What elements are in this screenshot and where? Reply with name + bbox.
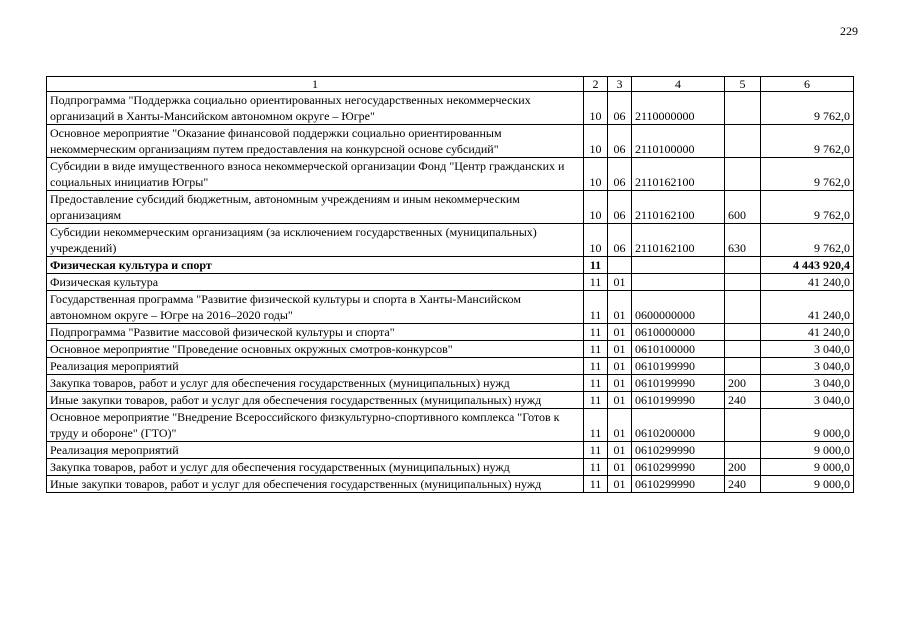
row-name-cell: Подпрограмма "Поддержка социально ориентированных негосударственных некоммерческих организаций в Ханты-Мансийском автономном округе – Югре" xyxy=(47,92,584,125)
row-target-article-cell: 0610100000 xyxy=(632,341,725,358)
row-expense-type-cell xyxy=(725,257,761,274)
row-expense-type-cell xyxy=(725,92,761,125)
table-row xyxy=(47,459,854,476)
row-expense-type-cell: 630 xyxy=(725,224,761,257)
header-col-3: 3 xyxy=(608,77,632,92)
table-row xyxy=(47,224,854,257)
row-target-article-cell: 0610200000 xyxy=(632,409,725,442)
row-subsection-cell: 01 xyxy=(608,291,632,324)
table-row xyxy=(47,375,854,392)
row-subsection-cell: 01 xyxy=(608,274,632,291)
row-target-article-cell xyxy=(632,274,725,291)
row-subsection-cell: 01 xyxy=(608,341,632,358)
row-subsection-cell: 01 xyxy=(608,409,632,442)
row-subsection-cell: 06 xyxy=(608,191,632,224)
row-target-article-cell: 0610199990 xyxy=(632,392,725,409)
row-target-article-cell xyxy=(632,257,725,274)
row-expense-type-cell xyxy=(725,358,761,375)
row-section-cell: 10 xyxy=(584,158,608,191)
row-amount-cell: 9 000,0 xyxy=(761,476,854,493)
row-subsection-cell: 06 xyxy=(608,92,632,125)
row-subsection-cell: 01 xyxy=(608,476,632,493)
header-col-6: 6 xyxy=(761,77,854,92)
row-expense-type-cell: 200 xyxy=(725,459,761,476)
row-subsection-cell: 01 xyxy=(608,324,632,341)
row-name-cell: Иные закупки товаров, работ и услуг для обеспечения государственных (муниципальных) нужд xyxy=(47,476,584,493)
row-amount-cell: 9 762,0 xyxy=(761,92,854,125)
row-amount-cell: 9 000,0 xyxy=(761,409,854,442)
row-subsection-cell: 06 xyxy=(608,158,632,191)
table-row xyxy=(47,125,854,158)
row-name-cell: Подпрограмма "Развитие массовой физической культуры и спорта" xyxy=(47,324,584,341)
row-section-cell: 11 xyxy=(584,257,608,274)
row-target-article-cell: 0610299990 xyxy=(632,442,725,459)
row-target-article-cell: 2110162100 xyxy=(632,158,725,191)
row-section-cell: 11 xyxy=(584,409,608,442)
table-row xyxy=(47,392,854,409)
row-expense-type-cell: 240 xyxy=(725,476,761,493)
row-target-article-cell: 0600000000 xyxy=(632,291,725,324)
row-subsection-cell: 06 xyxy=(608,125,632,158)
row-amount-cell: 3 040,0 xyxy=(761,358,854,375)
row-target-article-cell: 2110162100 xyxy=(632,191,725,224)
header-col-5: 5 xyxy=(725,77,761,92)
row-amount-cell: 9 762,0 xyxy=(761,158,854,191)
row-subsection-cell xyxy=(608,257,632,274)
row-expense-type-cell: 200 xyxy=(725,375,761,392)
row-section-cell: 11 xyxy=(584,476,608,493)
row-expense-type-cell xyxy=(725,291,761,324)
row-name-cell: Предоставление субсидий бюджетным, автономным учреждениям и иным некоммерческим организациям xyxy=(47,191,584,224)
row-section-cell: 10 xyxy=(584,224,608,257)
row-name-cell: Реализация мероприятий xyxy=(47,442,584,459)
header-col-4: 4 xyxy=(632,77,725,92)
row-expense-type-cell xyxy=(725,409,761,442)
row-target-article-cell: 2110100000 xyxy=(632,125,725,158)
row-name-cell: Физическая культура xyxy=(47,274,584,291)
row-expense-type-cell xyxy=(725,442,761,459)
row-name-cell: Государственная программа "Развитие физической культуры и спорта в Ханты-Мансийском автономном округе – Югре на 2016–2020 годы" xyxy=(47,291,584,324)
row-target-article-cell: 2110000000 xyxy=(632,92,725,125)
row-target-article-cell: 0610199990 xyxy=(632,358,725,375)
row-section-cell: 11 xyxy=(584,291,608,324)
row-amount-cell: 3 040,0 xyxy=(761,375,854,392)
row-section-cell: 10 xyxy=(584,92,608,125)
row-expense-type-cell xyxy=(725,158,761,191)
table-row xyxy=(47,442,854,459)
row-section-cell: 11 xyxy=(584,392,608,409)
row-amount-cell: 41 240,0 xyxy=(761,274,854,291)
row-name-cell: Основное мероприятие "Внедрение Всероссийского физкультурно-спортивного комплекса "Готов к труду и обороне" (ГТО)" xyxy=(47,409,584,442)
row-subsection-cell: 01 xyxy=(608,442,632,459)
table-body xyxy=(47,92,854,493)
table-row xyxy=(47,274,854,291)
budget-table xyxy=(46,76,854,493)
row-expense-type-cell xyxy=(725,341,761,358)
row-target-article-cell: 0610299990 xyxy=(632,476,725,493)
row-amount-cell: 9 762,0 xyxy=(761,191,854,224)
row-amount-cell: 3 040,0 xyxy=(761,392,854,409)
row-target-article-cell: 0610299990 xyxy=(632,459,725,476)
row-name-cell: Субсидии некоммерческим организациям (за исключением государственных (муниципальных) учреждений) xyxy=(47,224,584,257)
row-section-cell: 11 xyxy=(584,274,608,291)
row-subsection-cell: 06 xyxy=(608,224,632,257)
row-subsection-cell: 01 xyxy=(608,375,632,392)
row-amount-cell: 9 762,0 xyxy=(761,224,854,257)
row-name-cell: Закупка товаров, работ и услуг для обеспечения государственных (муниципальных) нужд xyxy=(47,459,584,476)
table-row xyxy=(47,291,854,324)
table-row xyxy=(47,191,854,224)
header-col-1: 1 xyxy=(47,77,584,92)
row-name-cell: Основное мероприятие "Проведение основных окружных смотров-конкурсов" xyxy=(47,341,584,358)
row-amount-cell: 41 240,0 xyxy=(761,324,854,341)
row-subsection-cell: 01 xyxy=(608,392,632,409)
row-name-cell: Физическая культура и спорт xyxy=(47,257,584,274)
row-name-cell: Закупка товаров, работ и услуг для обеспечения государственных (муниципальных) нужд xyxy=(47,375,584,392)
table-header xyxy=(47,77,854,92)
row-section-cell: 11 xyxy=(584,324,608,341)
row-subsection-cell: 01 xyxy=(608,358,632,375)
row-name-cell: Реализация мероприятий xyxy=(47,358,584,375)
row-amount-cell: 4 443 920,4 xyxy=(761,257,854,274)
row-amount-cell: 9 000,0 xyxy=(761,459,854,476)
row-name-cell: Субсидии в виде имущественного взноса некоммерческой организации Фонд "Центр гражданских и социальных инициатив Югры" xyxy=(47,158,584,191)
page-number: 229 xyxy=(840,24,858,38)
table-row xyxy=(47,409,854,442)
row-amount-cell: 9 000,0 xyxy=(761,442,854,459)
row-section-cell: 10 xyxy=(584,125,608,158)
header-col-2: 2 xyxy=(584,77,608,92)
table-row xyxy=(47,158,854,191)
table-row xyxy=(47,324,854,341)
table-row xyxy=(47,476,854,493)
row-expense-type-cell xyxy=(725,125,761,158)
row-expense-type-cell: 240 xyxy=(725,392,761,409)
row-amount-cell: 9 762,0 xyxy=(761,125,854,158)
row-section-cell: 10 xyxy=(584,191,608,224)
table-row xyxy=(47,358,854,375)
row-name-cell: Иные закупки товаров, работ и услуг для обеспечения государственных (муниципальных) нужд xyxy=(47,392,584,409)
header-row xyxy=(47,77,854,92)
row-section-cell: 11 xyxy=(584,442,608,459)
table-row xyxy=(47,341,854,358)
row-section-cell: 11 xyxy=(584,358,608,375)
table-row xyxy=(47,257,854,274)
row-name-cell: Основное мероприятие "Оказание финансовой поддержки социально ориентированным некоммерческим организациям путем предоставления на конкурсной основе субсидий" xyxy=(47,125,584,158)
row-expense-type-cell: 600 xyxy=(725,191,761,224)
row-amount-cell: 41 240,0 xyxy=(761,291,854,324)
row-section-cell: 11 xyxy=(584,375,608,392)
row-target-article-cell: 0610000000 xyxy=(632,324,725,341)
row-expense-type-cell xyxy=(725,274,761,291)
row-target-article-cell: 0610199990 xyxy=(632,375,725,392)
row-amount-cell: 3 040,0 xyxy=(761,341,854,358)
row-expense-type-cell xyxy=(725,324,761,341)
row-section-cell: 11 xyxy=(584,459,608,476)
row-target-article-cell: 2110162100 xyxy=(632,224,725,257)
row-subsection-cell: 01 xyxy=(608,459,632,476)
table-row xyxy=(47,92,854,125)
row-section-cell: 11 xyxy=(584,341,608,358)
